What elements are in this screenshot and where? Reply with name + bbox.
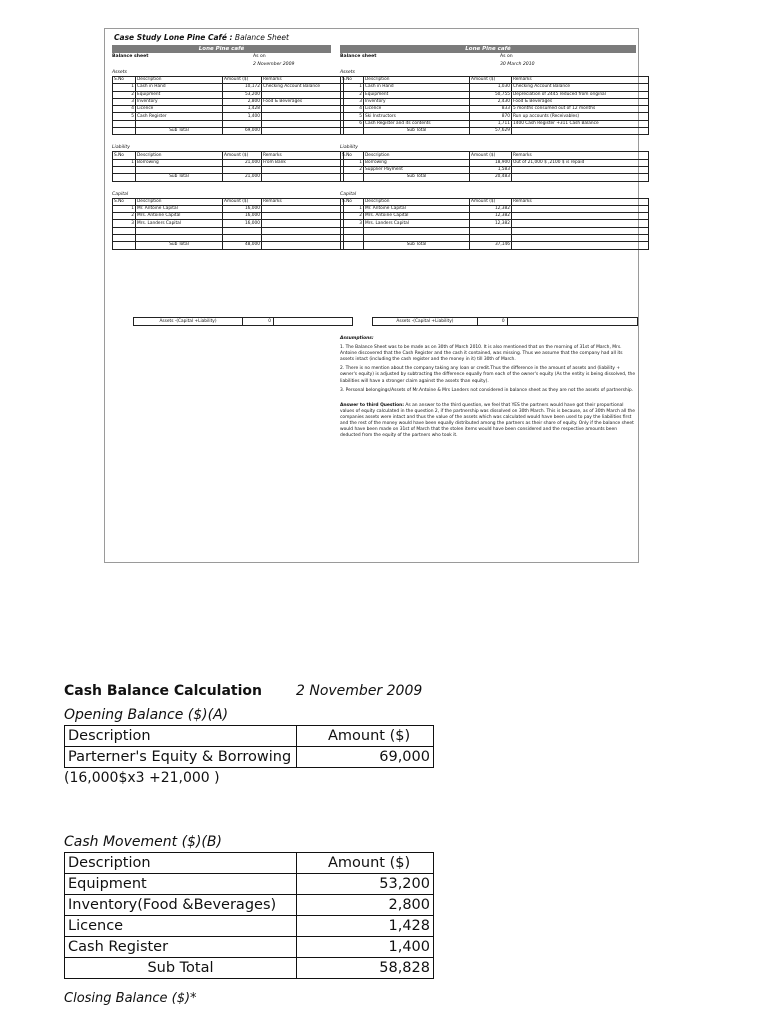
- sheet-title-bold: Case Study Lone Pine Café :: [114, 33, 233, 42]
- cell-sno: S.No: [113, 198, 136, 205]
- cell-description: Supplier Payment: [364, 166, 470, 173]
- cell-amount: 16,000: [223, 205, 262, 212]
- cell-amount: 870: [470, 113, 512, 120]
- cell-sno: [113, 120, 136, 127]
- cell-sno: 2: [113, 213, 136, 220]
- cell-sno: [113, 242, 136, 249]
- cell-amount: [223, 120, 262, 127]
- cell-description: [364, 235, 470, 242]
- subtotal-row: [65, 958, 434, 979]
- cell-sno: S.No: [341, 77, 364, 84]
- cell-description: Mrs. Landers Capital: [364, 220, 470, 227]
- capital-label: Capital: [340, 191, 357, 197]
- capital-table: [112, 198, 344, 250]
- table-row: [341, 235, 649, 242]
- cell-description: Sub Total: [364, 128, 470, 135]
- cell-remarks: [512, 213, 649, 220]
- cell-amount: 37,146: [470, 242, 512, 249]
- cell-description: Ski Instructors: [364, 113, 470, 120]
- cell-remarks: Remarks: [262, 152, 344, 159]
- row-amount: 2,800: [297, 895, 434, 916]
- as-on-label: As on: [500, 54, 513, 59]
- cell-description: Inventory: [136, 98, 223, 105]
- company-banner: Lone Pine café: [112, 45, 331, 53]
- cell-amount: Amount ($): [470, 77, 512, 84]
- row-amount: 1,428: [297, 916, 434, 937]
- cell-remarks: [262, 91, 344, 98]
- table-header-row: [113, 77, 344, 84]
- balance-sheet-document: [104, 28, 639, 563]
- cell-description: Mrs. Antoine Capital: [364, 213, 470, 220]
- cell-amount: 12,382: [470, 205, 512, 212]
- subtotal-row: [113, 174, 344, 181]
- cell-amount: 20,483: [470, 174, 512, 181]
- row-amount: 69,000: [297, 747, 434, 768]
- row-description: Parterner's Equity & Borrowing: [65, 747, 297, 768]
- cell-remarks: Remarks: [512, 77, 649, 84]
- column-header: Amount ($): [297, 853, 434, 874]
- cell-description: Mrs. Antoine Capital: [136, 213, 223, 220]
- cell-remarks: [262, 166, 344, 173]
- assumption-1: 1. The Balance Sheet was to be made as on 30th of March 2010. It is also mentioned that on the morning of 31st of March, Mrs. Antoine discovered that the Cash Register and the cash it contained, was missing. Thus we assume that the company had all its assets intact (including the cash register and the money in it) till 30th of March.: [340, 345, 623, 363]
- cell-sno: 1: [113, 159, 136, 166]
- cell-sno: [341, 174, 364, 181]
- cell-remarks: Remarks: [262, 198, 344, 205]
- cell-remarks: [262, 235, 344, 242]
- column-header: Description: [65, 726, 297, 747]
- cell-description: Description: [364, 152, 470, 159]
- cell-description: Description: [136, 77, 223, 84]
- sheet-title-rest: Balance Sheet: [234, 33, 289, 42]
- cell-amount: 10,172: [223, 84, 262, 91]
- cell-sno: 2: [341, 166, 364, 173]
- subtotal-row: [341, 174, 649, 181]
- cell-amount: 1,400: [223, 113, 262, 120]
- cash-balance-title: Cash Balance Calculation: [64, 683, 263, 699]
- cell-sno: [113, 174, 136, 181]
- table-row: [341, 84, 649, 91]
- cell-remarks: Checking Account Balance: [262, 84, 344, 91]
- sheet-title: [114, 33, 289, 42]
- cell-description: [136, 235, 223, 242]
- cell-description: [364, 227, 470, 234]
- cash-balance-date: 2 November 2009: [296, 683, 423, 699]
- cell-sno: 5: [341, 113, 364, 120]
- cell-description: Sub Total: [364, 174, 470, 181]
- table-row: [113, 213, 344, 220]
- cell-sno: [341, 227, 364, 234]
- cell-remarks: Food & Beverages: [512, 98, 649, 105]
- liability-label: Liability: [340, 145, 358, 151]
- cell-description: Licence: [364, 106, 470, 113]
- table-row: [65, 916, 434, 937]
- row-description: Cash Register: [65, 937, 297, 958]
- cell-sno: S.No: [341, 152, 364, 159]
- assets-label: Assets: [340, 70, 355, 75]
- cell-amount: 21,000: [223, 174, 262, 181]
- cash-movement-title: Cash Movement ($)(B): [64, 834, 222, 850]
- table-row: [341, 98, 649, 105]
- company-banner: Lone Pine café: [340, 45, 636, 53]
- cell-amount: 57,629: [470, 128, 512, 135]
- table-row: [341, 166, 649, 173]
- cell-amount: 1,030: [470, 84, 512, 91]
- cell-remarks: Run up accounts (Receivables): [512, 113, 649, 120]
- opening-balance-note: (16,000$x3 +21,000 ): [64, 770, 220, 786]
- table-row: [113, 106, 344, 113]
- cell-sno: [113, 227, 136, 234]
- table-row: [65, 895, 434, 916]
- cell-amount: [470, 227, 512, 234]
- answer-third-question: [340, 403, 636, 440]
- answer-label: Answer to third Question:: [340, 402, 405, 408]
- cell-description: Borrowing: [136, 159, 223, 166]
- equation-value: 0: [477, 318, 507, 326]
- row-description: Equipment: [65, 874, 297, 895]
- cell-description: Mr. Antoine Capital: [364, 205, 470, 212]
- table-row: [113, 166, 344, 173]
- table-row: [341, 120, 649, 127]
- cell-sno: [113, 166, 136, 173]
- cell-remarks: [262, 205, 344, 212]
- cell-remarks: Checking Account Balance: [512, 84, 649, 91]
- cell-remarks: [262, 174, 344, 181]
- cell-amount: 1,428: [223, 106, 262, 113]
- cell-sno: 5: [113, 113, 136, 120]
- cell-remarks: [512, 174, 649, 181]
- assets-table: [340, 76, 649, 135]
- cell-remarks: [512, 220, 649, 227]
- as-on-label: As on: [253, 54, 266, 59]
- cell-remarks: Remarks: [262, 77, 344, 84]
- cell-remarks: [262, 242, 344, 249]
- cell-sno: 1: [341, 84, 364, 91]
- table-row: [113, 159, 344, 166]
- cell-sno: 1: [113, 84, 136, 91]
- table-row: [341, 106, 649, 113]
- cell-sno: 2: [341, 91, 364, 98]
- table-header-row: [341, 152, 649, 159]
- cell-amount: Amount ($): [470, 198, 512, 205]
- cell-sno: [113, 235, 136, 242]
- cell-remarks: [262, 113, 344, 120]
- sheet-date: 2 November 2009: [253, 62, 295, 67]
- cell-remarks: [512, 242, 649, 249]
- table-row: [341, 227, 649, 234]
- cell-description: Cash Register and its contents: [364, 120, 470, 127]
- table-row: [341, 205, 649, 212]
- cell-amount: 21,000: [223, 159, 262, 166]
- cell-sno: S.No: [113, 152, 136, 159]
- cell-amount: [223, 235, 262, 242]
- cell-sno: 4: [113, 106, 136, 113]
- table-row: [113, 91, 344, 98]
- cell-amount: Amount ($): [223, 198, 262, 205]
- cell-remarks: [262, 106, 344, 113]
- opening-balance-title: Opening Balance ($)(A): [64, 707, 229, 723]
- cell-description: Description: [136, 198, 223, 205]
- table-header-row: [341, 77, 649, 84]
- row-description: Licence: [65, 916, 297, 937]
- cell-sno: 2: [341, 213, 364, 220]
- cell-description: Sub Total: [136, 242, 223, 249]
- cell-remarks: Out of 21,000 $ ,2100 $ is repaid: [512, 159, 649, 166]
- opening-balance-table: [64, 725, 434, 768]
- balance-sheet-label: Balance sheet: [112, 54, 149, 59]
- subtotal-row: [113, 128, 344, 135]
- cell-amount: 16,000: [223, 213, 262, 220]
- liability-table: [340, 151, 649, 181]
- cell-amount: 833: [470, 106, 512, 113]
- capital-table: [340, 198, 649, 250]
- assumption-2: 2. There is no mention about the company taking any loan or credit.Thus the difference in the amount of assets and (liability + owner's equity) is adjusted by subtracting the difference equally from each of the owner's equity (As the entity is being dissolved, the liabilities will have a stronger claim against the assets than equity).: [340, 366, 636, 384]
- table-header-row: [341, 198, 649, 205]
- cell-amount: Amount ($): [470, 152, 512, 159]
- equation-label: Assets -(Capital +Liability): [134, 318, 243, 326]
- cell-amount: [223, 166, 262, 173]
- row-description: Sub Total: [65, 958, 297, 979]
- cell-amount: 12,382: [470, 213, 512, 220]
- cell-description: Inventory: [364, 98, 470, 105]
- cell-description: Sub Total: [136, 128, 223, 135]
- balance-sheet-2010: [340, 45, 636, 250]
- cell-description: Borrowing: [364, 159, 470, 166]
- cell-sno: S.No: [341, 198, 364, 205]
- cell-amount: 2,430: [470, 98, 512, 105]
- capital-label: Capital: [112, 191, 129, 197]
- cell-remarks: [512, 166, 649, 173]
- cell-remarks: [262, 227, 344, 234]
- cell-description: Equipment: [364, 91, 470, 98]
- cell-description: Mr. Antoine Capital: [136, 205, 223, 212]
- cell-amount: 48,000: [223, 242, 262, 249]
- cell-description: Sub Total: [364, 242, 470, 249]
- cell-description: Equipment: [136, 91, 223, 98]
- cell-sno: S.No: [113, 77, 136, 84]
- cell-amount: 16,000: [223, 220, 262, 227]
- sheet-date: 30 March 2010: [500, 62, 535, 67]
- cell-remarks: Remarks: [512, 152, 649, 159]
- table-header-row: [113, 198, 344, 205]
- assets-label: Assets: [112, 70, 127, 75]
- row-amount: 1,400: [297, 937, 434, 958]
- cell-remarks: [262, 128, 344, 135]
- cell-description: [136, 227, 223, 234]
- cell-sno: 3: [113, 220, 136, 227]
- cell-amount: 50,755: [470, 91, 512, 98]
- cell-sno: 1: [341, 205, 364, 212]
- cell-description: Cash in Hand: [136, 84, 223, 91]
- equation-check-2010: [372, 317, 638, 326]
- cell-amount: 12,382: [470, 220, 512, 227]
- cell-description: Description: [364, 198, 470, 205]
- cell-description: Cash Register: [136, 113, 223, 120]
- cell-remarks: [262, 213, 344, 220]
- balance-sheet-label: Balance sheet: [340, 54, 377, 59]
- column-header: Amount ($): [297, 726, 434, 747]
- cell-sno: [341, 128, 364, 135]
- cell-description: Description: [364, 77, 470, 84]
- cell-amount: 18,900: [470, 159, 512, 166]
- cell-remarks: Depreciation of 2445 reduced from original: [512, 91, 649, 98]
- cell-sno: [113, 128, 136, 135]
- assets-table: [112, 76, 344, 135]
- cell-sno: 3: [341, 220, 364, 227]
- table-row: [113, 235, 344, 242]
- equation-label: Assets -(Capital +Liability): [373, 318, 478, 326]
- cell-amount: Amount ($): [223, 77, 262, 84]
- cell-description: Cash in Hand: [364, 84, 470, 91]
- cell-description: Sub Total: [136, 174, 223, 181]
- row-amount: 58,828: [297, 958, 434, 979]
- subtotal-row: [113, 242, 344, 249]
- table-row: [113, 84, 344, 91]
- cell-remarks: [512, 235, 649, 242]
- balance-sheet-2009: [112, 45, 331, 250]
- cell-remarks: Food & Beverages: [262, 98, 344, 105]
- answer-text: As an answer to the third question, we feel that YES the partners would have got their proportional values of equity calculated in the question 2, if the partnership was dissolved on 30th March. This is because, as of 30th March all the companies assets were intact and thus the value of the assets which was calculated would have been used to pay the liabilities first and the rest of the money would have been equally distributed among the partners as their share of equity. Only if the balance sheet would have been made on 31st of March that the stolen items would have been considered and the respective amounts been deducted from the equity of the partners who took it.: [340, 402, 635, 439]
- cell-amount: 1,711: [470, 120, 512, 127]
- cell-remarks: 5 months consumed out of 12 months: [512, 106, 649, 113]
- assumptions-section: [340, 336, 636, 442]
- table-row: [65, 874, 434, 895]
- cell-description: Licence: [136, 106, 223, 113]
- table-header-row: [113, 152, 344, 159]
- cell-amount: [470, 235, 512, 242]
- table-row: [113, 227, 344, 234]
- equation-check-2009: [133, 317, 353, 326]
- cell-remarks: [512, 227, 649, 234]
- cell-amount: 69,000: [223, 128, 262, 135]
- column-header: Description: [65, 853, 297, 874]
- table-row: [113, 220, 344, 227]
- table-row: [341, 213, 649, 220]
- cell-amount: 2,800: [223, 98, 262, 105]
- cell-remarks: [262, 220, 344, 227]
- cell-amount: Amount ($): [223, 152, 262, 159]
- cell-sno: [341, 235, 364, 242]
- cell-sno: 1: [113, 205, 136, 212]
- cell-description: Description: [136, 152, 223, 159]
- liability-table: [112, 151, 344, 181]
- table-row: [65, 747, 434, 768]
- subtotal-row: [341, 242, 649, 249]
- cell-remarks: Remarks: [512, 198, 649, 205]
- row-amount: 53,200: [297, 874, 434, 895]
- table-row: [113, 120, 344, 127]
- cell-remarks: [512, 205, 649, 212]
- cell-sno: 4: [341, 106, 364, 113]
- cash-movement-table: [64, 852, 434, 979]
- cell-amount: 53,200: [223, 91, 262, 98]
- cell-description: [136, 166, 223, 173]
- cell-sno: 1: [341, 159, 364, 166]
- table-row: [113, 205, 344, 212]
- cell-description: Mrs. Landers Capital: [136, 220, 223, 227]
- cell-sno: 3: [113, 98, 136, 105]
- cell-remarks: [512, 128, 649, 135]
- table-row: [341, 113, 649, 120]
- assumption-3: 3. Personal belongings/Assets of Mr.Antoine & Mrs Landers not considered in balance sheet as they are not the assets of partnership.: [340, 387, 634, 393]
- table-row: [65, 937, 434, 958]
- table-row: [341, 91, 649, 98]
- cell-remarks: [262, 120, 344, 127]
- table-row: [113, 113, 344, 120]
- cell-remarks: 1400 Cash Register +311 Cash Balance: [512, 120, 649, 127]
- cell-amount: 1,583: [470, 166, 512, 173]
- closing-balance-title: Closing Balance ($)*: [64, 992, 197, 1006]
- cell-remarks: From Bank: [262, 159, 344, 166]
- cell-amount: [223, 227, 262, 234]
- table-row: [341, 159, 649, 166]
- equation-value: 0: [243, 318, 274, 326]
- row-description: Inventory(Food &Beverages): [65, 895, 297, 916]
- cell-sno: 6: [341, 120, 364, 127]
- cell-sno: 3: [341, 98, 364, 105]
- table-row: [341, 220, 649, 227]
- table-row: [113, 98, 344, 105]
- liability-label: Liability: [112, 145, 130, 151]
- cash-balance-calculation: [64, 683, 444, 1006]
- subtotal-row: [341, 128, 649, 135]
- cell-sno: 2: [113, 91, 136, 98]
- cell-sno: [341, 242, 364, 249]
- cell-description: [136, 120, 223, 127]
- assumptions-heading: Assumptions:: [340, 336, 374, 341]
